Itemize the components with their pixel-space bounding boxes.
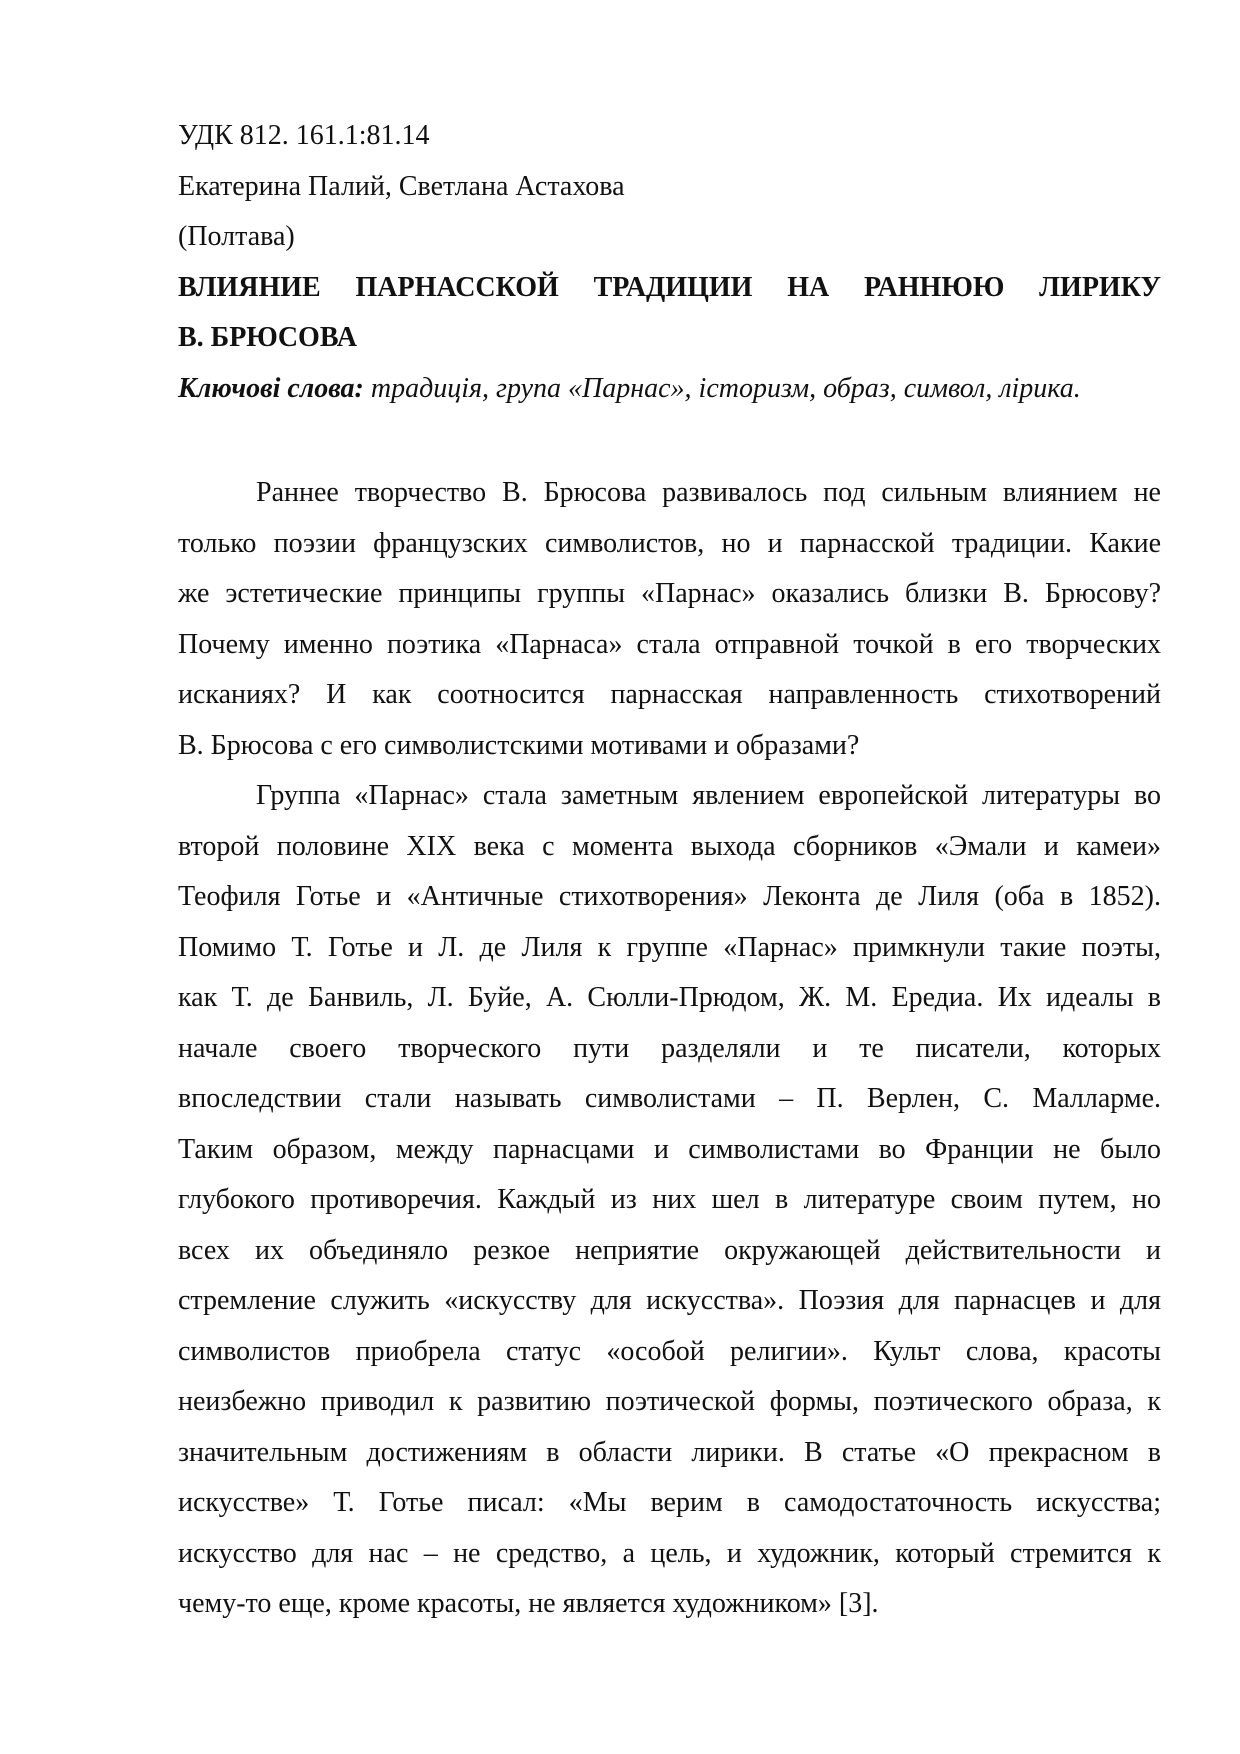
text-line: же эстетические принципы группы «Парнас» оказались близки В. Брюсову? bbox=[178, 578, 1161, 609]
text-line: как Т. де Банвиль, Л. Буйе, А. Сюлли-Прюдом, Ж. М. Ередиа. Их идеалы в bbox=[178, 982, 1161, 1013]
text-line: Раннее творчество В. Брюсова развивалось под сильным влиянием не bbox=[256, 477, 1161, 508]
udk-code: УДК 812. 161.1:81.14 bbox=[178, 120, 430, 151]
authors: Екатерина Палий, Светлана Астахова bbox=[178, 170, 625, 202]
text-line: только поэзии французских символистов, но и парнасской традиции. Какие bbox=[178, 527, 1161, 559]
article-body bbox=[178, 473, 1161, 1635]
text-line: чему-то еще, кроме красоты, не является художником» [3]. bbox=[178, 1588, 879, 1619]
article-header bbox=[178, 116, 1161, 419]
article-title-line: ВЛИЯНИЕ ПАРНАССКОЙ ТРАДИЦИИ НА РАННЮЮ ЛИРИКУ bbox=[178, 271, 1161, 303]
keywords bbox=[178, 369, 1161, 420]
text-line: искусство для нас – не средство, а цель, и художник, который стремится к bbox=[178, 1537, 1161, 1569]
text-line: символистов приобрела статус «особой религии». Культ слова, красоты bbox=[178, 1335, 1161, 1367]
city: (Полтава) bbox=[178, 221, 295, 252]
paragraph bbox=[178, 776, 1161, 1635]
text-line: В. Брюсова с его символистскими мотивами и образами? bbox=[178, 729, 860, 761]
keywords-label: Ключові слова: bbox=[178, 372, 364, 404]
text-line: Группа «Парнас» стала заметным явлением европейской литературы во bbox=[256, 780, 1161, 811]
text-line: глубокого противоречия. Каждый из них шел в литературе своим путем, но bbox=[178, 1184, 1161, 1215]
text-line: Таким образом, между парнасцами и символистами во Франции не было bbox=[178, 1133, 1161, 1165]
keywords-text: традиція, група «Парнас», історизм, образ, символ, лірика. bbox=[363, 372, 1081, 404]
text-line: искусстве» Т. Готье писал: «Мы верим в самодостаточность искусства; bbox=[178, 1487, 1161, 1518]
text-line: Почему именно поэтика «Парнаса» стала отправной точкой в его творческих bbox=[178, 628, 1161, 660]
text-line: впоследствии стали называть символистами – П. Верлен, С. Малларме. bbox=[178, 1083, 1161, 1114]
text-line: Помимо Т. Готье и Л. де Лиля к группе «Парнас» примкнули такие поэты, bbox=[178, 931, 1161, 963]
text-line: стремление служить «искусству для искусства». Поэзия для парнасцев и для bbox=[178, 1285, 1161, 1316]
paragraph bbox=[178, 473, 1161, 776]
text-line: начале своего творческого пути разделяли и те писатели, которых bbox=[178, 1032, 1161, 1064]
text-line: Теофиля Готье и «Античные стихотворения» Леконта де Лиля (оба в 1852). bbox=[178, 881, 1161, 912]
text-line: исканиях? И как соотносится парнасская направленность стихотворений bbox=[178, 679, 1161, 710]
text-line: всех их объединяло резкое неприятие окружающей действительности и bbox=[178, 1234, 1161, 1266]
text-line: неизбежно приводил к развитию поэтической формы, поэтического образа, к bbox=[178, 1386, 1161, 1417]
text-line: второй половине XIX века с момента выхода сборников «Эмали и камеи» bbox=[178, 830, 1161, 862]
text-line: значительным достижениям в области лирики. В статье «О прекрасном в bbox=[178, 1436, 1161, 1468]
article-title-line: В. БРЮСОВА bbox=[178, 322, 357, 353]
